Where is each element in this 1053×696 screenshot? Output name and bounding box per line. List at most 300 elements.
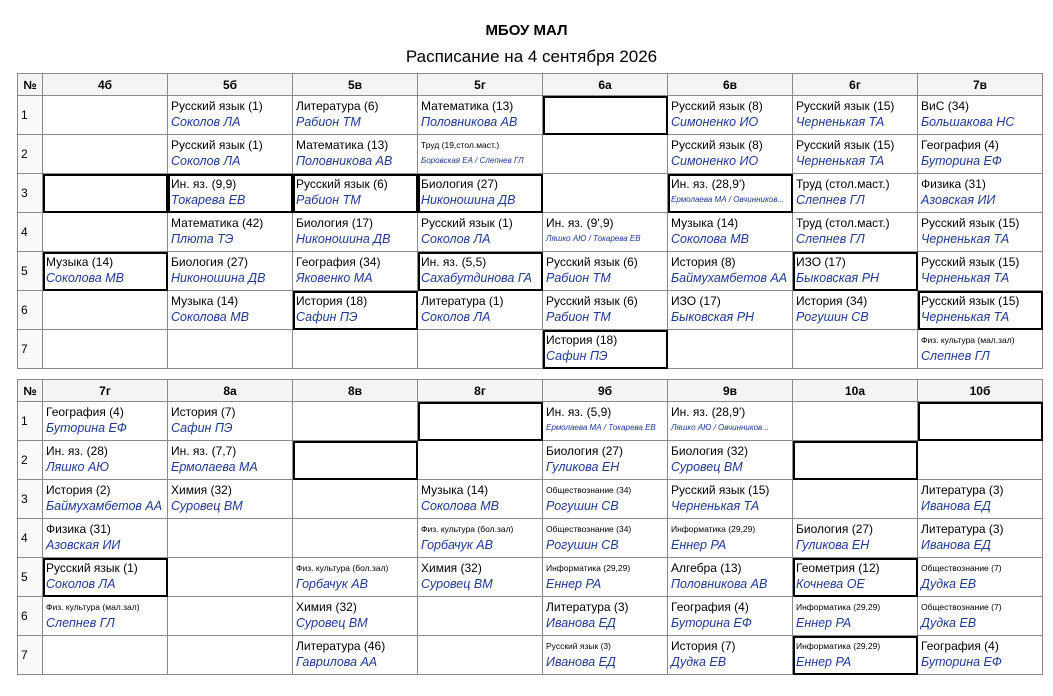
lesson-number: 6 (18, 597, 43, 636)
class-header: 8г (418, 380, 543, 402)
teacher-label: Сафин ПЭ (546, 349, 608, 363)
subject-label: Физ. культура (бол.зал) (421, 524, 514, 534)
subject-label: Ин. яз. (9,9) (171, 177, 237, 191)
subject-label: Биология (27) (796, 522, 874, 536)
schedule-cell[interactable] (543, 96, 668, 135)
schedule-cell[interactable] (668, 252, 793, 291)
schedule-cell[interactable] (418, 213, 543, 252)
class-header: 7в (918, 74, 1043, 96)
schedule-cell[interactable] (543, 402, 668, 441)
schedule-cell[interactable] (543, 519, 668, 558)
schedule-cell[interactable] (793, 252, 918, 291)
teacher-label: Симоненко ИО (671, 154, 759, 168)
subject-label: Биология (17) (296, 216, 374, 230)
schedule-cell[interactable] (793, 480, 918, 519)
schedule-cell[interactable] (793, 135, 918, 174)
subject-label: География (34) (296, 255, 381, 269)
schedule-cell[interactable] (293, 480, 418, 519)
teacher-label: Кочнева ОЕ (796, 577, 865, 591)
subject-label: География (4) (46, 405, 124, 419)
lesson-number-header: № (18, 74, 43, 96)
teacher-label: Яковенко МА (296, 271, 373, 285)
teacher-label: Боровская ЕА / Слепнев ГЛ (421, 156, 524, 165)
schedule-cell[interactable] (168, 96, 293, 135)
schedule-cell[interactable] (43, 252, 168, 291)
subject-label: География (4) (921, 138, 999, 152)
subject-label: Литература (6) (296, 99, 379, 113)
schedule-cell[interactable] (668, 135, 793, 174)
schedule-cell[interactable] (168, 174, 293, 213)
teacher-label: Буторина ЕФ (671, 616, 752, 630)
schedule-cell[interactable] (418, 402, 543, 441)
subject-label: Биология (27) (546, 444, 624, 458)
schedule-cell[interactable] (418, 636, 543, 675)
teacher-label: Буторина ЕФ (921, 655, 1002, 669)
class-header: 5б (168, 74, 293, 96)
teacher-label: Суровец ВМ (671, 460, 743, 474)
teacher-label: Азовская ИИ (46, 538, 121, 552)
schedule-cell[interactable] (293, 330, 418, 369)
teacher-label: Ляшко АЮ (46, 460, 110, 474)
schedule-cell[interactable] (793, 174, 918, 213)
subject-label: Русский язык (8) (671, 99, 763, 113)
schedule-cell[interactable] (43, 174, 168, 213)
subject-label: Информатика (29,29) (796, 641, 881, 651)
schedule-cell[interactable] (668, 519, 793, 558)
lesson-number: 3 (18, 480, 43, 519)
schedule-cell[interactable] (918, 597, 1043, 636)
subject-label: Музыка (14) (171, 294, 239, 308)
teacher-label: Черненькая ТА (796, 154, 885, 168)
schedule-cell[interactable] (918, 174, 1043, 213)
schedule-cell[interactable] (43, 558, 168, 597)
subject-label: Ин. яз. (28,9') (671, 405, 746, 419)
subject-label: Музыка (14) (671, 216, 739, 230)
schedule-cell[interactable] (543, 174, 668, 213)
subject-label: Ин. яз. (28) (46, 444, 108, 458)
lesson-row (18, 636, 1043, 675)
teacher-label: Дудка ЕВ (921, 616, 977, 630)
schedule-cell[interactable] (918, 291, 1043, 330)
schedule-cell[interactable] (43, 402, 168, 441)
schedule-cell[interactable] (918, 441, 1043, 480)
subject-label: Русский язык (15) (921, 216, 1020, 230)
teacher-label: Соколова МВ (421, 499, 499, 513)
schedule-cell[interactable] (43, 636, 168, 675)
schedule-cell[interactable] (418, 252, 543, 291)
teacher-label: Соколов ЛА (421, 310, 491, 324)
schedule-cell[interactable] (293, 558, 418, 597)
schedule-cell[interactable] (418, 330, 543, 369)
subject-label: Литература (3) (921, 483, 1004, 497)
teacher-label: Никоношина ДВ (171, 271, 266, 285)
schedule-cell[interactable] (793, 96, 918, 135)
schedule-cell[interactable] (543, 291, 668, 330)
schedule-cell[interactable] (793, 519, 918, 558)
teacher-label: Половникова АВ (296, 154, 393, 168)
subject-label: Математика (13) (296, 138, 389, 152)
schedule-cell[interactable] (168, 519, 293, 558)
schedule-cell[interactable] (43, 441, 168, 480)
teacher-label: Еннер РА (796, 616, 852, 630)
schedule-cell[interactable] (418, 597, 543, 636)
class-header: 8в (293, 380, 418, 402)
teacher-label: Ляшко АЮ / Овчинников... (671, 423, 769, 432)
teacher-label: Гаврилова АА (296, 655, 378, 669)
teacher-label: Никоношина ДВ (421, 193, 516, 207)
schedule-cell[interactable] (43, 597, 168, 636)
subject-label: Ин. яз. (9',9) (546, 216, 614, 230)
subject-label: История (34) (796, 294, 868, 308)
lesson-number: 4 (18, 213, 43, 252)
class-header: 10а (793, 380, 918, 402)
schedule-cell[interactable] (293, 636, 418, 675)
subject-label: ВиС (34) (921, 99, 970, 113)
lesson-row (18, 96, 1043, 135)
header-row (18, 380, 1043, 402)
teacher-label: Ермолаева МА (171, 460, 258, 474)
teacher-label: Рогушин СВ (546, 499, 619, 513)
subject-label: Русский язык (3) (546, 641, 611, 651)
subject-label: Геометрия (12) (796, 561, 880, 575)
class-header: 10б (918, 380, 1043, 402)
teacher-label: Быковская РН (796, 271, 880, 285)
lesson-row (18, 402, 1043, 441)
schedule-cell[interactable] (668, 174, 793, 213)
subject-label: География (4) (671, 600, 749, 614)
subject-label: Обществознание (34) (546, 485, 632, 495)
schedule-cell[interactable] (543, 558, 668, 597)
schedule-cell[interactable] (668, 330, 793, 369)
subject-label: Физ. культура (мал.зал) (921, 335, 1015, 345)
subject-label: История (8) (671, 255, 736, 269)
schedule-cell[interactable] (168, 597, 293, 636)
schedule-cell[interactable] (293, 174, 418, 213)
schedule-cell[interactable] (918, 636, 1043, 675)
teacher-label: Иванова ЕД (921, 499, 991, 513)
lesson-number-header: № (18, 380, 43, 402)
subject-label: Ин. яз. (5,9) (546, 405, 612, 419)
schedule-cell[interactable] (668, 291, 793, 330)
teacher-label: Соколова МВ (46, 271, 124, 285)
schedule-cell[interactable] (168, 213, 293, 252)
teacher-label: Горбачук АВ (296, 577, 368, 591)
schedule-cell[interactable] (668, 480, 793, 519)
lesson-row (18, 519, 1043, 558)
schedule-cell[interactable] (43, 213, 168, 252)
subject-label: Русский язык (1) (421, 216, 513, 230)
subject-label: Труд (стол.маст.) (796, 216, 890, 230)
schedule-cell[interactable] (168, 291, 293, 330)
schedule-cell[interactable] (293, 96, 418, 135)
teacher-label: Азовская ИИ (921, 193, 996, 207)
teacher-label: Черненькая ТА (671, 499, 760, 513)
teacher-label: Рогушин СВ (546, 538, 619, 552)
subject-label: Музыка (14) (46, 255, 114, 269)
schedule-cell[interactable] (918, 96, 1043, 135)
schedule-cell[interactable] (168, 402, 293, 441)
teacher-label: Рабион ТМ (296, 115, 361, 129)
teacher-label: Сафин ПЭ (171, 421, 233, 435)
schedule-cell[interactable] (168, 480, 293, 519)
lesson-row (18, 330, 1043, 369)
subject-label: Информатика (29,29) (671, 524, 756, 534)
subject-label: Физика (31) (921, 177, 986, 191)
schedule-cell[interactable] (293, 135, 418, 174)
schedule-cell[interactable] (293, 291, 418, 330)
subject-label: Ин. яз. (28,9') (671, 177, 746, 191)
subject-label: Химия (32) (296, 600, 357, 614)
schedule-cell[interactable] (543, 636, 668, 675)
subject-label: История (7) (671, 639, 736, 653)
subject-label: Русский язык (15) (796, 138, 895, 152)
schedule-cell[interactable] (543, 252, 668, 291)
schedule-cell[interactable] (543, 330, 668, 369)
teacher-label: Токарева ЕВ (171, 193, 246, 207)
subject-label: Литература (3) (546, 600, 629, 614)
teacher-label: Суровец ВМ (171, 499, 243, 513)
schedule-cell[interactable] (793, 441, 918, 480)
teacher-label: Черненькая ТА (921, 310, 1010, 324)
subject-label: Ин. яз. (5,5) (421, 255, 487, 269)
lesson-row (18, 441, 1043, 480)
teacher-label: Слепнев ГЛ (796, 193, 865, 207)
schedule-cell[interactable] (418, 135, 543, 174)
schedule-cell[interactable] (293, 252, 418, 291)
lesson-number: 2 (18, 135, 43, 174)
schedule-cell[interactable] (918, 330, 1043, 369)
teacher-label: Ляшко АЮ / Токарева ЕВ (546, 234, 641, 243)
schedule-cell[interactable] (793, 636, 918, 675)
schedule-cell[interactable] (918, 402, 1043, 441)
teacher-label: Половникова АВ (671, 577, 768, 591)
lesson-row (18, 480, 1043, 519)
lesson-row (18, 213, 1043, 252)
schedule-grid-bottom (17, 379, 1043, 675)
teacher-label: Половникова АВ (421, 115, 518, 129)
schedule-cell[interactable] (43, 96, 168, 135)
schedule-cell[interactable] (418, 96, 543, 135)
lesson-row (18, 558, 1043, 597)
subject-label: История (7) (171, 405, 236, 419)
class-header: 5в (293, 74, 418, 96)
class-header: 7г (43, 380, 168, 402)
teacher-label: Плюта ТЭ (171, 232, 234, 246)
teacher-label: Ермолаева МА / Токарева ЕВ (546, 423, 656, 432)
teacher-label: Буторина ЕФ (921, 154, 1002, 168)
subject-label: Биология (27) (421, 177, 499, 191)
teacher-label: Симоненко ИО (671, 115, 759, 129)
schedule-cell[interactable] (168, 252, 293, 291)
schedule-cell[interactable] (668, 402, 793, 441)
teacher-label: Черненькая ТА (921, 232, 1010, 246)
lesson-number: 5 (18, 252, 43, 291)
subject-label: Химия (32) (171, 483, 232, 497)
subject-label: Литература (1) (421, 294, 504, 308)
subject-label: История (18) (296, 294, 368, 308)
teacher-label: Соколов ЛА (421, 232, 491, 246)
schedule-cell[interactable] (668, 96, 793, 135)
teacher-label: Сахабутдинова ГА (421, 271, 532, 285)
lesson-number: 4 (18, 519, 43, 558)
schedule-cell[interactable] (918, 519, 1043, 558)
schedule-cell[interactable] (293, 519, 418, 558)
schedule-cell[interactable] (668, 558, 793, 597)
teacher-label: Черненькая ТА (796, 115, 885, 129)
subject-label: История (18) (546, 333, 618, 347)
schedule-cell[interactable] (543, 597, 668, 636)
subject-label: Русский язык (8) (671, 138, 763, 152)
schedule-cell[interactable] (418, 441, 543, 480)
subject-label: Труд (стол.маст.) (796, 177, 890, 191)
subject-label: Информатика (29,29) (796, 602, 881, 612)
schedule-cell[interactable] (43, 519, 168, 558)
subject-label: Обществознание (34) (546, 524, 632, 534)
subject-label: Информатика (29,29) (546, 563, 631, 573)
subject-label: Русский язык (1) (46, 561, 138, 575)
schedule-cell[interactable] (43, 480, 168, 519)
subject-label: Физ. культура (мал.зал) (46, 602, 140, 612)
teacher-label: Суровец ВМ (296, 616, 368, 630)
teacher-label: Иванова ЕД (546, 616, 616, 630)
schedule-cell[interactable] (543, 480, 668, 519)
schedule-cell[interactable] (918, 558, 1043, 597)
schedule-cell[interactable] (793, 291, 918, 330)
schedule-cell[interactable] (793, 558, 918, 597)
teacher-label: Ермолаева МА / Овчинников... (671, 195, 785, 204)
schedule-cell[interactable] (168, 636, 293, 675)
schedule-cell[interactable] (43, 135, 168, 174)
teacher-label: Соколова МВ (671, 232, 749, 246)
schedule-grid-top (17, 73, 1043, 369)
schedule-cell[interactable] (293, 213, 418, 252)
teacher-label: Иванова ЕД (921, 538, 991, 552)
schedule-cell[interactable] (168, 135, 293, 174)
schedule-cell[interactable] (543, 213, 668, 252)
teacher-label: Гуликова ЕН (796, 538, 870, 552)
teacher-label: Сафин ПЭ (296, 310, 358, 324)
teacher-label: Буторина ЕФ (46, 421, 127, 435)
teacher-label: Никоношина ДВ (296, 232, 391, 246)
subject-label: Ин. яз. (7,7) (171, 444, 237, 458)
schedule-cell[interactable] (918, 252, 1043, 291)
schedule-cell[interactable] (43, 330, 168, 369)
subject-label: Русский язык (15) (921, 294, 1020, 308)
class-header: 4б (43, 74, 168, 96)
schedule-cell[interactable] (668, 597, 793, 636)
subject-label: Обществознание (7) (921, 563, 1002, 573)
teacher-label: Соколов ЛА (46, 577, 116, 591)
teacher-label: Баймухамбетов АА (671, 271, 788, 285)
teacher-label: Слепнев ГЛ (921, 349, 990, 363)
schedule-cell[interactable] (918, 135, 1043, 174)
teacher-label: Черненькая ТА (921, 271, 1010, 285)
subject-label: Русский язык (6) (546, 255, 638, 269)
lesson-number: 6 (18, 291, 43, 330)
teacher-label: Еннер РА (546, 577, 602, 591)
schedule-cell[interactable] (418, 519, 543, 558)
schedule-cell[interactable] (543, 441, 668, 480)
teacher-label: Рабион ТМ (296, 193, 361, 207)
school-name: МБОУ МАЛ (485, 22, 568, 39)
class-header: 6а (543, 74, 668, 96)
schedule-cell[interactable] (918, 480, 1043, 519)
schedule-cell[interactable] (293, 402, 418, 441)
teacher-label: Дудка ЕВ (671, 655, 727, 669)
subject-label: Математика (13) (421, 99, 514, 113)
class-header: 5г (418, 74, 543, 96)
subject-label: Физ. культура (бол.зал) (296, 563, 389, 573)
schedule-cell[interactable] (668, 441, 793, 480)
schedule-cell[interactable] (793, 213, 918, 252)
teacher-label: Рабион ТМ (546, 271, 611, 285)
teacher-label: Горбачук АВ (421, 538, 493, 552)
schedule-cell[interactable] (168, 441, 293, 480)
subject-label: ИЗО (17) (671, 294, 721, 308)
subject-label: Биология (27) (171, 255, 249, 269)
schedule-cell[interactable] (793, 330, 918, 369)
teacher-label: Еннер РА (671, 538, 727, 552)
schedule-cell[interactable] (793, 597, 918, 636)
class-header: 6в (668, 74, 793, 96)
teacher-label: Иванова ЕД (546, 655, 616, 669)
subject-label: Русский язык (15) (671, 483, 770, 497)
schedule-cell[interactable] (418, 174, 543, 213)
schedule-cell[interactable] (543, 135, 668, 174)
schedule-cell[interactable] (793, 402, 918, 441)
schedule-cell[interactable] (668, 213, 793, 252)
subject-label: Русский язык (6) (546, 294, 638, 308)
lesson-row (18, 291, 1043, 330)
schedule-cell[interactable] (418, 480, 543, 519)
schedule-cell[interactable] (918, 213, 1043, 252)
lesson-number: 7 (18, 636, 43, 675)
teacher-label: Соколова МВ (171, 310, 249, 324)
schedule-cell[interactable] (293, 597, 418, 636)
subject-label: Русский язык (1) (171, 138, 263, 152)
class-header: 9б (543, 380, 668, 402)
subject-label: Физика (31) (46, 522, 111, 536)
subject-label: Алгебра (13) (671, 561, 742, 575)
subject-label: Литература (3) (921, 522, 1004, 536)
schedule-cell[interactable] (418, 291, 543, 330)
subject-label: Русский язык (1) (171, 99, 263, 113)
schedule-cell[interactable] (168, 558, 293, 597)
schedule-cell[interactable] (168, 330, 293, 369)
lesson-number: 7 (18, 330, 43, 369)
lesson-number: 3 (18, 174, 43, 213)
subject-label: Русский язык (15) (796, 99, 895, 113)
teacher-label: Слепнев ГЛ (46, 616, 115, 630)
lesson-row (18, 597, 1043, 636)
teacher-label: Рабион ТМ (546, 310, 611, 324)
schedule-title: Расписание на 4 сентября 2026 (405, 47, 658, 66)
schedule-cell[interactable] (418, 558, 543, 597)
subject-label: Обществознание (7) (921, 602, 1002, 612)
schedule-cell[interactable] (668, 636, 793, 675)
teacher-label: Соколов ЛА (171, 154, 241, 168)
schedule-cell[interactable] (293, 441, 418, 480)
subject-label: Биология (32) (671, 444, 749, 458)
schedule-cell[interactable] (43, 291, 168, 330)
class-header: 6г (793, 74, 918, 96)
class-header: 9в (668, 380, 793, 402)
lesson-row (18, 252, 1043, 291)
subject-label: Музыка (14) (421, 483, 489, 497)
teacher-label: Соколов ЛА (171, 115, 241, 129)
lesson-row (18, 174, 1043, 213)
lesson-row (18, 135, 1043, 174)
